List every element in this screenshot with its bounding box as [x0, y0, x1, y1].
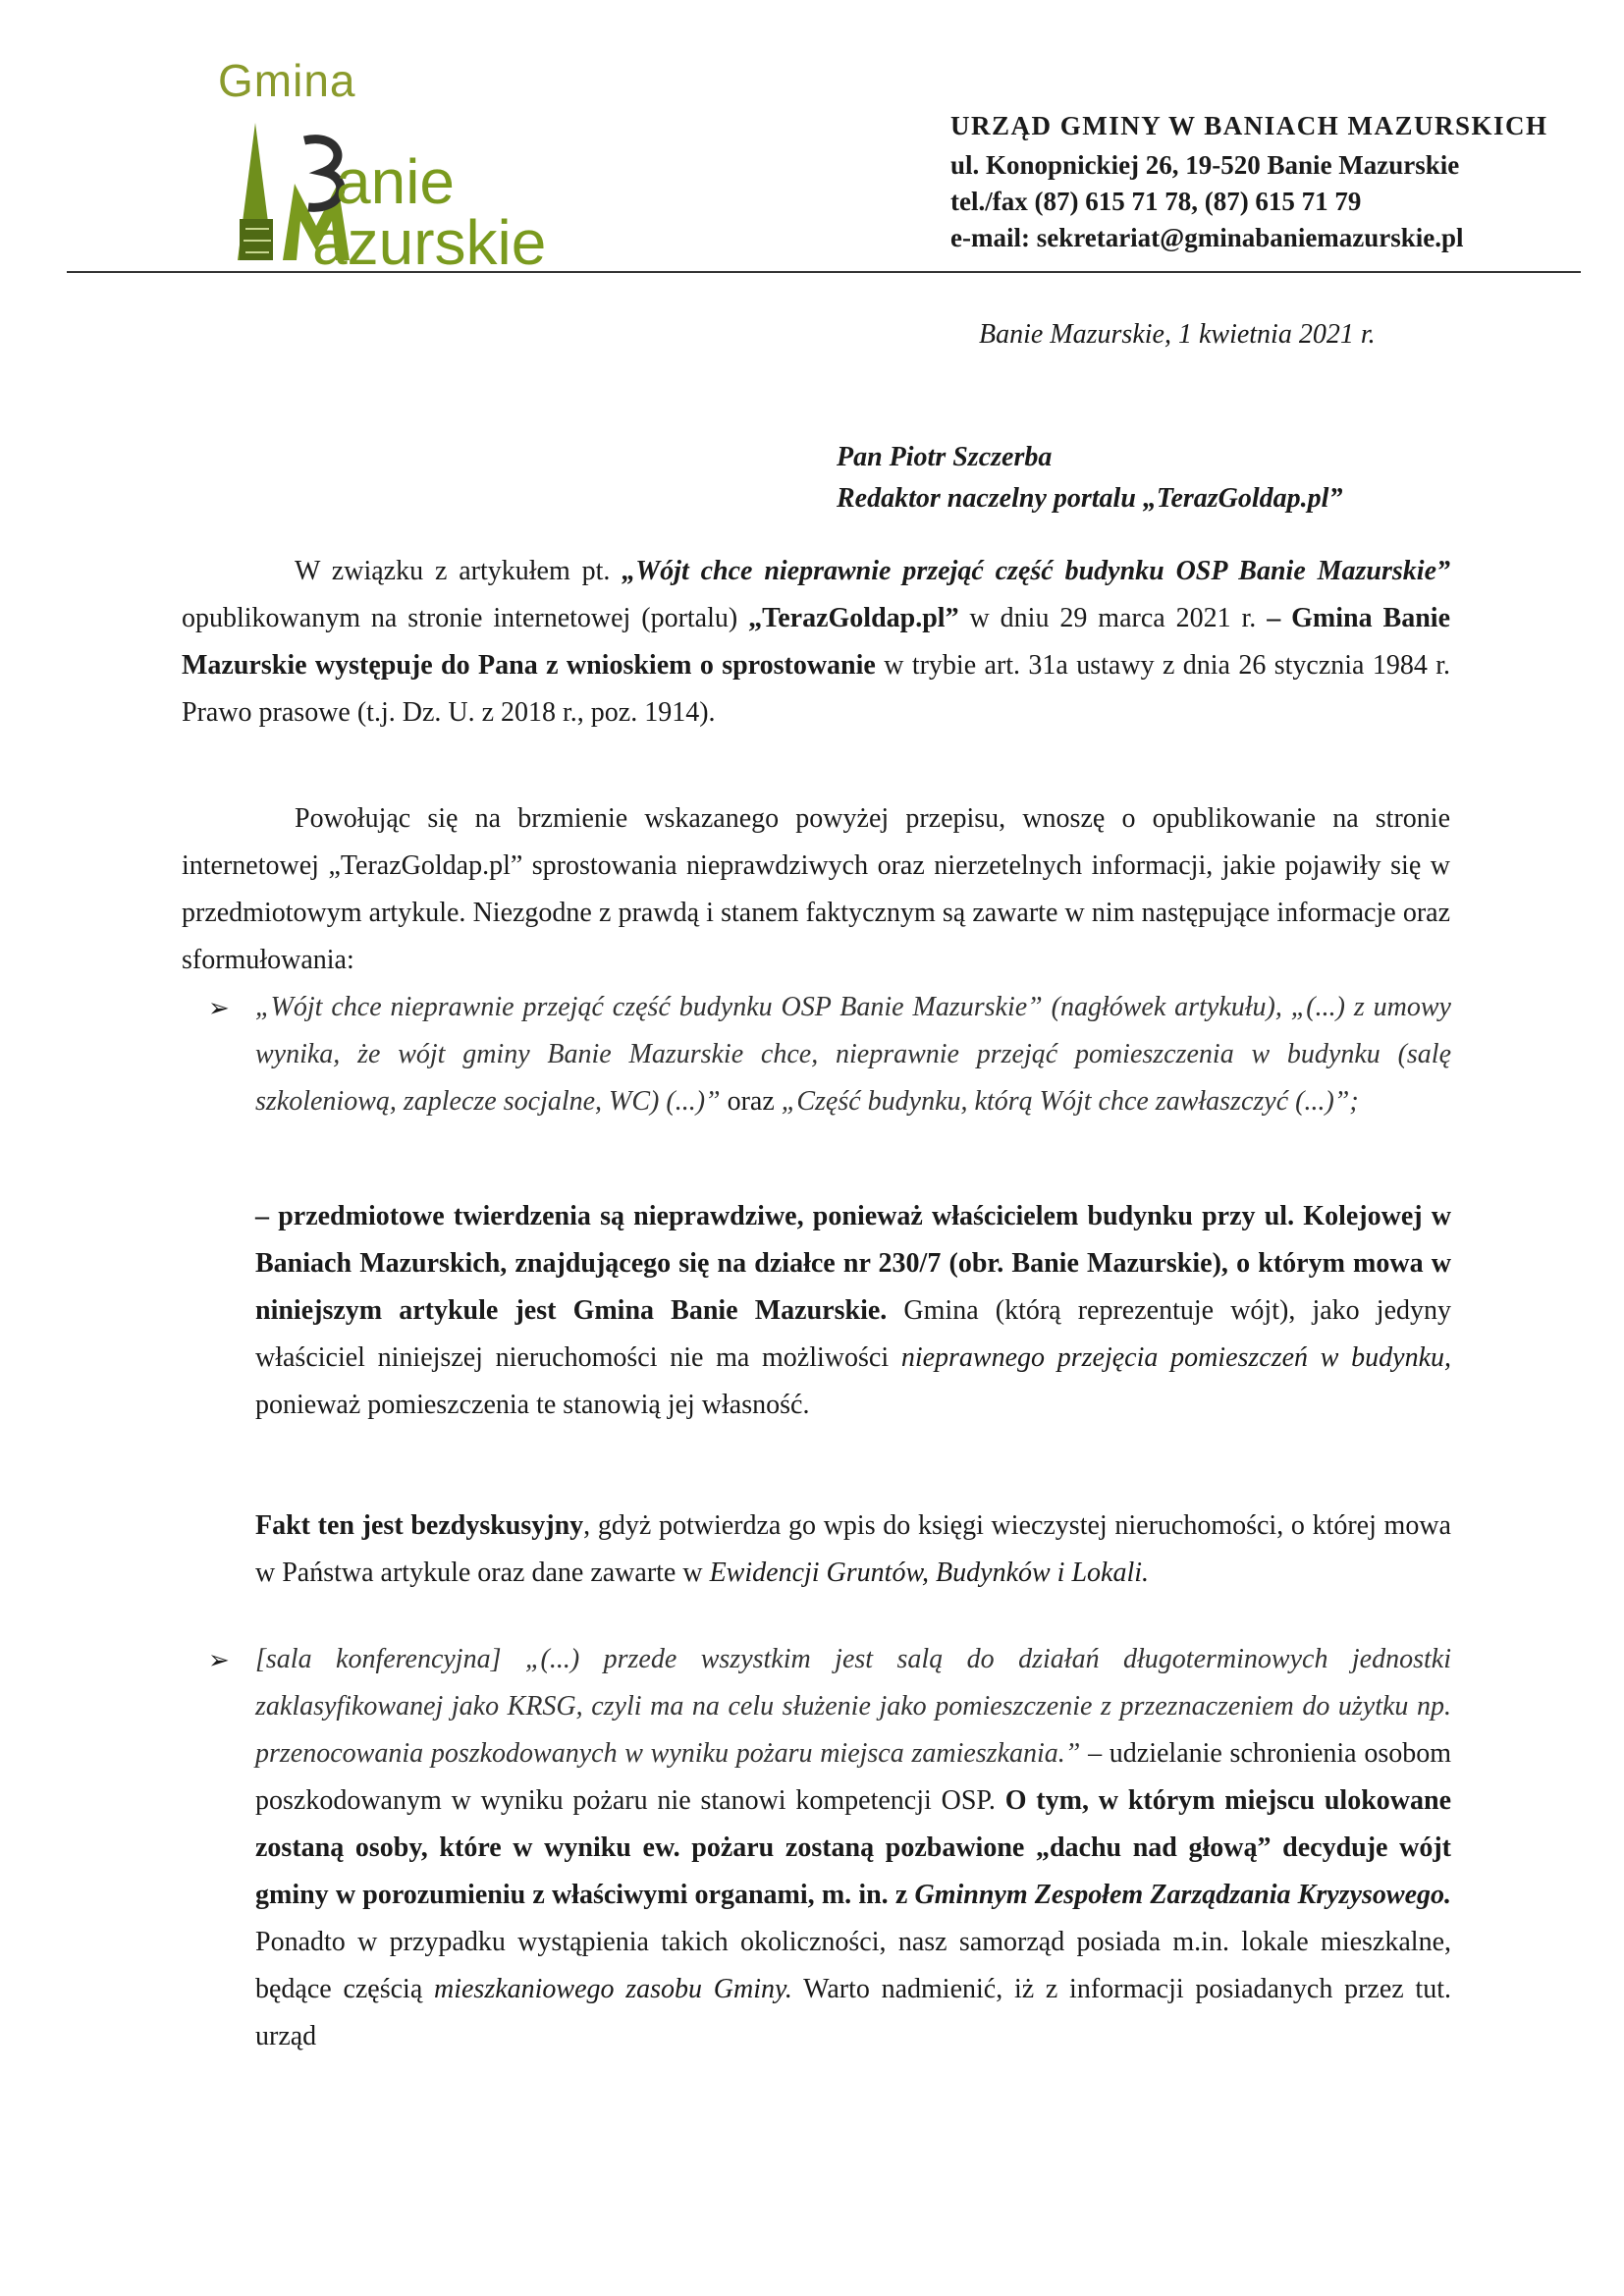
logo-word-azurskie: azurskie	[312, 207, 547, 278]
item2-italic1: mieszkaniowego zasobu Gminy.	[434, 1974, 792, 2004]
paragraph-intro	[182, 548, 1450, 737]
bullet-arrow-icon: ➢	[208, 994, 230, 1022]
item2-bold-italic: Gminnym Zespołem Zarządzania Kryzysowego.	[914, 1880, 1451, 1910]
portal-name: „TerazGoldap.pl”	[748, 603, 959, 633]
item1-text1: Gmina (którą reprezentuje wójt), jako jedyny właściciel niniejszej nieruchomości nie ma możliwości	[255, 1295, 1451, 1373]
addressee-name: Pan Piotr Szczerba	[837, 442, 1053, 472]
item2-text	[255, 1636, 1451, 2060]
addressee	[837, 437, 1342, 519]
office-address: ul. Konopnickiej 26, 19-520 Banie Mazurskie	[950, 150, 1460, 180]
addressee-role: Redaktor naczelny portalu „TerazGoldap.pl”	[837, 483, 1343, 514]
item1-rebuttal	[255, 1193, 1451, 1429]
p1-text1: W związku z artykułem pt.	[295, 556, 623, 586]
item2-text2: Ponadto w przypadku wystąpienia takich okoliczności, nasz samorząd posiada m.in. lokale mieszkalne, będące częścią	[255, 1927, 1451, 2004]
paragraph-request: Powołując się na brzmienie wskazanego powyżej przepisu, wnoszę o opublikowanie na stronie internetowej „TerazGoldap.pl” sprostowania nieprawdziwych oraz nierzetelnych informacji, jakie pojawiły się w przedmiotowym artykule. Niezgodne z prawdą i stanem faktycznym są zawarte w nim następujące informacje oraz sformułowania:	[182, 803, 1450, 975]
header-divider	[67, 271, 1581, 273]
correction-request: – Gmina Banie Mazurskie występuje do Pana z wnioskiem o sprostowanie	[182, 603, 1450, 681]
item1-bold2: Fakt ten jest bezdyskusyjny	[255, 1510, 584, 1541]
item1-oraz: oraz	[720, 1086, 782, 1117]
logo-word-anie: anie	[336, 146, 455, 217]
item1-italic2: Ewidencji Gruntów, Budynków i Lokali.	[709, 1558, 1150, 1588]
bullet-arrow-icon: ➢	[208, 1646, 230, 1674]
item1-fact	[255, 1503, 1451, 1597]
item1-text2: ponieważ pomieszczenia te stanowią jej własność.	[255, 1390, 810, 1420]
item1-quote2: „Część budynku, którą Wójt chce zawłaszczyć (...)”;	[781, 1086, 1359, 1117]
item2-quote: [sala konferencyjna] „(...) przede wszystkim jest salą do działań długoterminowych jednostki zaklasyfikowanej jako KRSG, czyli ma na celu służenie jako pomieszczenie z przeznaczeniem do użytku np. przenocowania poszkodowanych w wyniku pożaru miejsca zamieszkania.”	[255, 1644, 1451, 1769]
item1-text3: , gdyż potwierdza go wpis do księgi wieczystej nieruchomości, o której mowa w Państwa artykule oraz dane zawarte w	[255, 1510, 1451, 1588]
item2-text1: – udzielanie schronienia osobom poszkodowanym w wyniku pożaru nie stanowi kompetencji OSP.	[255, 1738, 1452, 1816]
gmina-logo	[218, 54, 630, 278]
item1-bold1: – przedmiotowe twierdzenia są nieprawdziwe, ponieważ właścicielem budynku przy ul. Kolejowej w Baniach Mazurskich, znajdującego się na działce nr 230/7 (obr. Banie Mazurskie), o którym mowa w niniejszym artykule jest Gmina Banie Mazurskie.	[255, 1201, 1451, 1326]
article-title: „Wójt chce nieprawnie przejąć część budynku OSP Banie Mazurskie”	[622, 556, 1450, 586]
item2-text3: Warto nadmienić, iż z informacji posiadanych przez tut. urząd	[255, 1974, 1451, 2051]
office-name: URZĄD GMINY W BANIACH MAZURSKICH	[950, 111, 1548, 140]
item2-bold1: O tym, w którym miejscu ulokowane zostaną osoby, które w wyniku ew. pożaru zostaną pozbawione „dachu nad głową” decyduje wójt gminy w porozumieniu z właściwymi organami, m. in. z	[255, 1785, 1452, 1910]
p1-text2: opublikowanym na stronie internetowej (portalu)	[182, 603, 749, 633]
item1-quote	[255, 984, 1451, 1125]
item1-italic1: nieprawnego przejęcia pomieszczeń w budynku,	[900, 1342, 1451, 1373]
item1-quote1: „Wójt chce nieprawnie przejąć część budynku OSP Banie Mazurskie” (nagłówek artykułu), „(...) z umowy wynika, że wójt gminy Banie Mazurskie chce, nieprawnie przejąć pomieszczenia w budynku (salę szkoleniową, zaplecze socjalne, WC) (...)”	[255, 992, 1451, 1117]
office-phone: tel./fax (87) 615 71 78, (87) 615 71 79	[950, 187, 1362, 216]
letter-date: Banie Mazurskie, 1 kwietnia 2021 r.	[979, 319, 1376, 350]
logo-gmina-text: Gmina	[218, 55, 356, 106]
p1-text3: w dniu 29 marca 2021 r.	[958, 603, 1268, 633]
office-email: e-mail: sekretariat@gminabaniemazurskie.pl	[950, 223, 1464, 252]
office-header	[950, 111, 1579, 256]
p1-text4: w trybie art. 31a ustawy z dnia 26 stycznia 1984 r. Prawo prasowe (t.j. Dz. U. z 2018 r., poz. 1914).	[182, 650, 1451, 728]
